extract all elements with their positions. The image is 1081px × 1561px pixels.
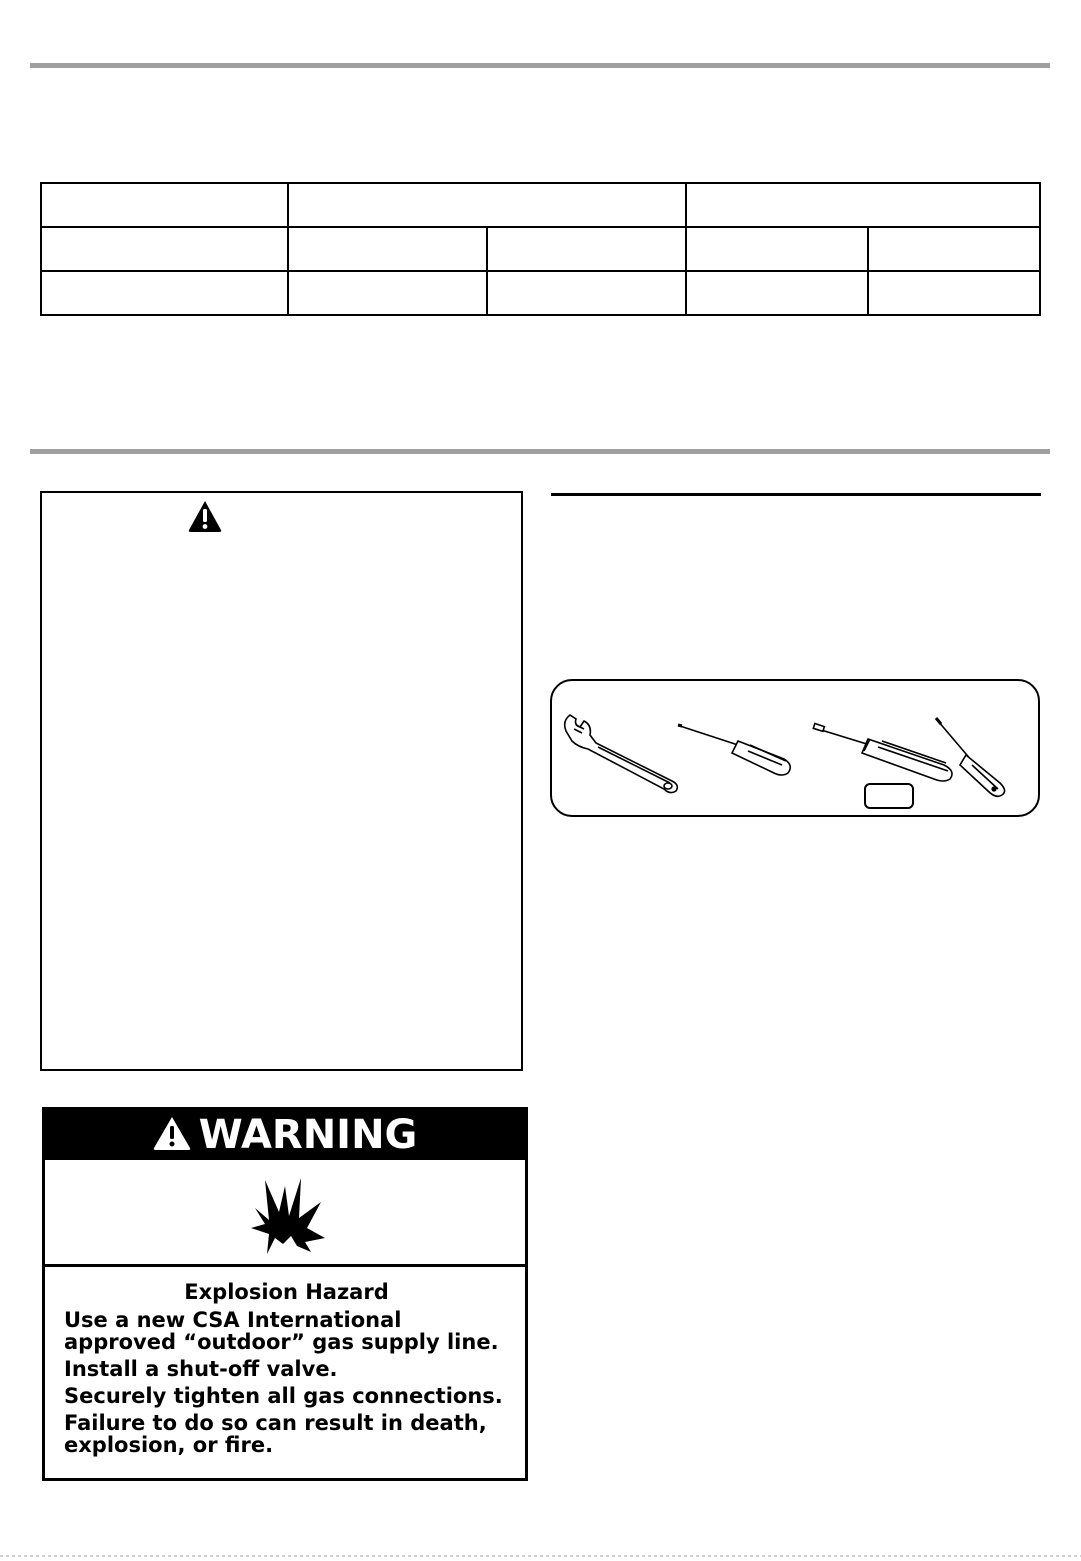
caution-notice-box [40, 491, 523, 1071]
table-cell [868, 271, 1040, 315]
spec-table [40, 182, 1041, 316]
table-cell [288, 183, 686, 227]
warning-title: WARNING [198, 1112, 418, 1158]
tools-section-rule [551, 493, 1041, 496]
table-cell [686, 183, 1040, 227]
warning-header [45, 1110, 525, 1160]
table-cell [868, 227, 1040, 271]
table-cell [487, 271, 686, 315]
explosion-icon [249, 1172, 327, 1254]
table-row [41, 271, 1040, 315]
table-cell [41, 227, 288, 271]
warning-triangle-icon [153, 1116, 191, 1150]
section-rule-middle [30, 449, 1050, 454]
table-cell [288, 271, 487, 315]
flat-screwdriver-icon [813, 724, 952, 781]
explosion-symbol-area [45, 1160, 525, 1267]
alert-triangle-icon [187, 499, 223, 533]
phillips-screwdriver-icon [678, 725, 790, 775]
warning-text [45, 1267, 525, 1456]
small-flat-screwdriver-icon [936, 718, 1005, 796]
warning-line: Securely tighten all gas connections. [64, 1384, 503, 1408]
footer-dotted-line [0, 1555, 1081, 1557]
adjustable-wrench-icon [565, 715, 678, 793]
hazard-title: Explosion Hazard [184, 1280, 389, 1304]
table-cell [41, 271, 288, 315]
table-cell [487, 227, 686, 271]
table-cell [686, 227, 868, 271]
table-cell [41, 183, 288, 227]
table-row [41, 183, 1040, 227]
table-row [41, 227, 1040, 271]
tools-illustration-panel [550, 679, 1040, 817]
section-rule-top [30, 63, 1050, 68]
optional-tool-tag [864, 783, 914, 809]
warning-label [42, 1107, 528, 1481]
table-cell [288, 227, 487, 271]
table-cell [686, 271, 868, 315]
tools-illustration [552, 681, 1040, 817]
warning-line: Install a shut-off valve. [64, 1357, 338, 1381]
warning-line: Failure to do so can result in death, explosion, or fire. [64, 1411, 487, 1457]
warning-line: Use a new CSA International approved “outdoor” gas supply line. [64, 1308, 499, 1354]
